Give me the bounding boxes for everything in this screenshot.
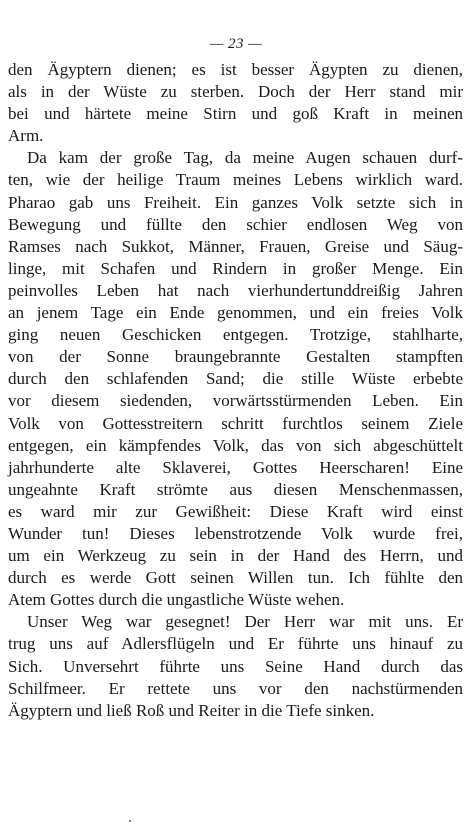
text-line: ungeahnte Kraft strömte aus diesen Menschenmassen,: [8, 479, 463, 499]
text-line: peinvolles Leben hat nach vierhundertunddreißig Jahren: [8, 280, 463, 300]
text-line: Atem Gottes durch die ungastliche Wüste wehen.: [8, 590, 345, 610]
text-line: als in der Wüste zu sterben. Doch der Herr stand mir: [8, 82, 463, 102]
text-line: vor diesem siedenden, vorwärtsstürmenden Leben. Ein: [8, 391, 463, 411]
text-line: trug uns auf Adlersflügeln und Er führte uns hinauf zu: [8, 634, 463, 654]
paragraph: [8, 59, 463, 147]
text-line: Ramses nach Sukkot, Männer, Frauen, Greise und Säug-: [8, 236, 463, 256]
text-line: Wunder tun! Dieses lebenstrotzende Volk wurde frei,: [8, 523, 463, 543]
text-line: durch es werde Gott seinen Willen tun. Ich fühlte den: [8, 568, 463, 588]
text-line: entgegen, ein kämpfendes Volk, das von sich abgeschüttelt: [8, 435, 463, 455]
text-line: den Ägyptern dienen; es ist besser Ägypten zu dienen,: [8, 60, 463, 79]
body-text: [8, 59, 463, 722]
text-line: es ward mir zur Gewißheit: Diese Kraft wird einst: [8, 501, 463, 521]
text-line: Arm.: [8, 126, 44, 146]
text-line: Sich. Unversehrt führte uns Seine Hand durch das: [8, 656, 463, 676]
text-line: bei und härtete meine Stirn und goß Kraft in meinen: [8, 104, 463, 124]
page-number: — 23 —: [209, 36, 263, 52]
text-line: ging neuen Geschicken entgegen. Trotzige, stahlharte,: [8, 325, 463, 345]
text-line: Ägyptern und ließ Roß und Reiter in die Tiefe sinken.: [8, 700, 375, 720]
text-line: Volk von Gottesstreitern schritt furchtlos seinem Ziele: [8, 413, 463, 433]
text-line: Bewegung und füllte den schier endlosen Weg von: [8, 214, 463, 234]
text-line: Da kam der große Tag, da meine Augen schauen durf-: [27, 148, 463, 168]
paragraph: [8, 147, 463, 611]
text-line: Schilfmeer. Er rettete uns vor den nachstürmenden: [8, 678, 463, 698]
text-line: Pharao gab uns Freiheit. Ein ganzes Volk setzte sich in: [8, 192, 463, 212]
text-line: um ein Werkzeug zu sein in der Hand des Herrn, und: [8, 546, 463, 566]
text-line: an jenem Tage ein Ende genommen, und ein freies Volk: [8, 303, 463, 323]
text-line: ten, wie der heilige Traum meines Lebens wirklich ward.: [8, 170, 463, 190]
text-line: linge, mit Schafen und Rindern in großer Menge. Ein: [8, 258, 463, 278]
paragraph: [8, 611, 463, 721]
text-line: von der Sonne braungebrannte Gestalten stampften: [8, 347, 463, 367]
paper-speck: [129, 820, 131, 822]
text-line: Unser Weg war gesegnet! Der Herr war mit uns. Er: [27, 612, 463, 632]
text-line: jahrhunderte alte Sklaverei, Gottes Heerscharen! Eine: [8, 457, 463, 477]
text-line: durch den schlafenden Sand; die stille Wüste erbebte: [8, 369, 463, 389]
